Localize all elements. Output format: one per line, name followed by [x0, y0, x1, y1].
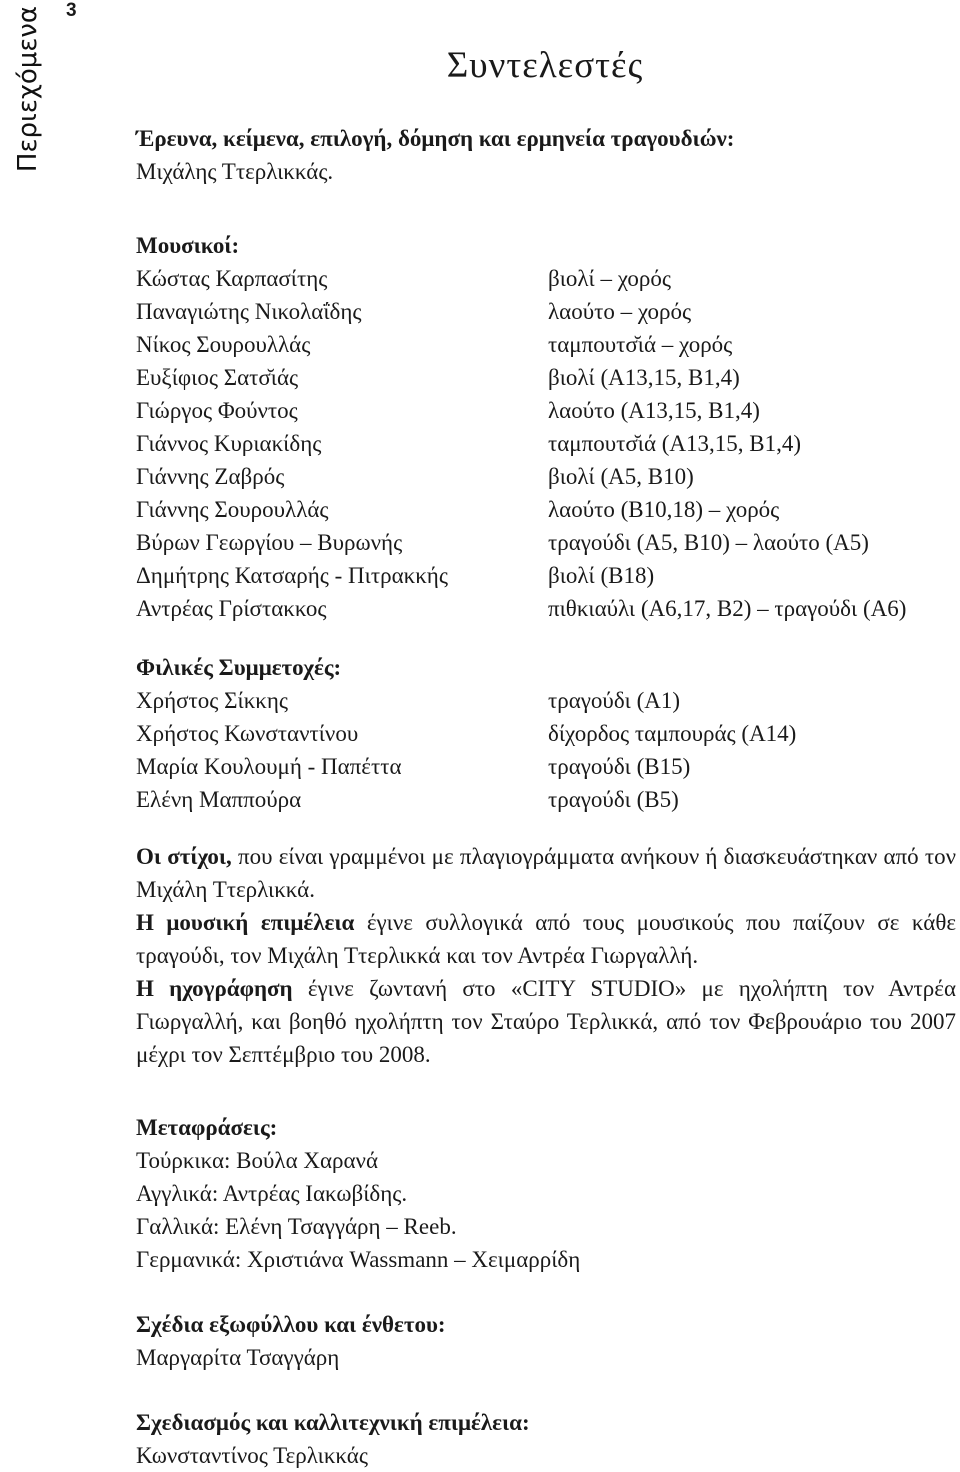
- guest-role: τραγούδι (Α1): [548, 688, 681, 713]
- design-heading: Σχεδιασμός και καλλιτεχνική επιμέλεια:: [136, 1410, 530, 1435]
- musician-role: βιολί – χορός: [548, 266, 672, 291]
- translation-line: Γερμανικά: Χριστιάνα Wassmann – Χειμαρρίδη: [136, 1247, 581, 1272]
- musician-role: βιολί (Β18): [548, 563, 655, 588]
- musician-role: λαούτο – χορός: [548, 299, 692, 324]
- translations-heading: Μεταφράσεις:: [136, 1115, 278, 1140]
- cover-heading: Σχέδια εξωφύλλου και ένθετου:: [136, 1312, 446, 1337]
- musician-row: [136, 361, 956, 394]
- guest-name: Χρήστος Κωνσταντίνου: [136, 721, 359, 746]
- guest-role: τραγούδι (Β5): [548, 787, 679, 812]
- musician-role: τραγούδι (Α5, Β10) – λαούτο (Α5): [548, 530, 869, 555]
- recording-note: [136, 972, 956, 1071]
- musician-name: Γιάννης Ζαβρός: [136, 464, 285, 489]
- musician-row: [136, 394, 956, 427]
- page-number: 3: [66, 0, 77, 21]
- musician-name: Γιώργος Φούντος: [136, 398, 298, 423]
- musician-row: [136, 526, 956, 559]
- musician-name: Δημήτρης Κατσαρής - Πιτρακκής: [136, 563, 448, 588]
- guest-row: [136, 717, 956, 750]
- music-note: [136, 906, 956, 972]
- musician-row: [136, 295, 956, 328]
- guest-name: Χρήστος Σίκκης: [136, 688, 289, 713]
- guest-row: [136, 684, 956, 717]
- recording-note-text: έγινε ζωντανή στο «CITY STUDIO» με ηχολήπτη τον Αντρέα Γιωργαλλή, και βοηθό ηχολήπτη τον Σταύρο Τερλικκά, από τον Φεβρουάριο του 2007 μέχρι τον Σεπτέμβριο του 2008.: [136, 976, 956, 1067]
- lyrics-note-text: που είναι γραμμένοι με πλαγιογράμματα ανήκουν ή διασκευάστηκαν από τον Μιχάλη Ττερλικκά.: [136, 844, 956, 902]
- guest-role: τραγούδι (Β15): [548, 754, 691, 779]
- musician-row: [136, 328, 956, 361]
- music-note-label: Η μουσική επιμέλεια: [136, 910, 355, 935]
- musician-row: [136, 559, 956, 592]
- design-person: Κωνσταντίνος Τερλικκάς: [136, 1443, 368, 1468]
- guest-row: [136, 783, 956, 816]
- musician-row: [136, 427, 956, 460]
- guests-heading: Φιλικές Συμμετοχές:: [136, 655, 342, 680]
- musician-role: λαούτο (Α13,15, Β1,4): [548, 398, 760, 423]
- musician-row: [136, 460, 956, 493]
- musician-role: λαούτο (Β10,18) – χορός: [548, 497, 780, 522]
- research-heading: Έρευνα, κείμενα, επιλογή, δόμηση και ερμηνεία τραγουδιών:: [136, 126, 735, 151]
- musician-role: βιολί (Α13,15, Β1,4): [548, 365, 740, 390]
- recording-note-label: Η ηχογράφηση: [136, 976, 293, 1001]
- musician-role: ταμπουτσ̆ιά (Α13,15, Β1,4): [548, 431, 802, 456]
- research-section: [136, 122, 956, 188]
- cover-section: [136, 1308, 956, 1374]
- musician-name: Κώστας Καρπασίτης: [136, 266, 328, 291]
- guest-row: [136, 750, 956, 783]
- musician-row: [136, 262, 956, 295]
- musician-name: Γιάννης Σουρουλλάς: [136, 497, 329, 522]
- musician-row: [136, 493, 956, 526]
- credits-content: [136, 120, 956, 1472]
- musician-name: Αντρέας Γρίστακκος: [136, 596, 327, 621]
- musician-name: Ευξίφιος Σατσ̆ιάς: [136, 365, 299, 390]
- design-section: [136, 1406, 956, 1472]
- contents-link-label[interactable]: Περιεχόμενα: [13, 5, 43, 173]
- guest-name: Μαρία Κουλουμή - Παπέττα: [136, 754, 402, 779]
- musician-row: [136, 592, 956, 625]
- music-note-text: έγινε συλλογικά από τους μουσικούς που παίζουν σε κάθε τραγούδι, τον Μιχάλη Ττερλικκά και τον Αντρέα Γιωργαλλή.: [136, 910, 956, 968]
- musician-name: Παναγιώτης Νικολαΐδης: [136, 299, 362, 324]
- translation-line: Αγγλικά: Αντρέας Ιακωβίδης.: [136, 1181, 408, 1206]
- musicians-section: [136, 229, 956, 625]
- musician-name: Βύρων Γεωργίου – Βυρωνής: [136, 530, 403, 555]
- musician-role: πιθκιαύλι (Α6,17, Β2) – τραγούδι (Α6): [548, 596, 907, 621]
- translation-line: Γαλλικά: Ελένη Τσαγγάρη – Reeb.: [136, 1214, 457, 1239]
- translations-section: [136, 1111, 956, 1276]
- guest-role: δίχορδος ταμπουράς (Α14): [548, 721, 797, 746]
- notes-section: [136, 840, 956, 1071]
- page-title: Συντελεστές: [446, 45, 644, 86]
- musicians-heading: Μουσικοί:: [136, 233, 240, 258]
- musician-role: ταμπουτσ̆ιά – χορός: [548, 332, 733, 357]
- research-person: Μιχάλης Ττερλικκάς.: [136, 159, 334, 184]
- lyrics-note-label: Οι στίχοι,: [136, 844, 232, 869]
- translation-line: Τούρκικα: Βούλα Χαρανά: [136, 1148, 379, 1173]
- sidebar-tab: [0, 0, 56, 200]
- guests-section: [136, 651, 956, 816]
- cover-person: Μαργαρίτα Τσαγγάρη: [136, 1345, 340, 1370]
- musician-name: Γιάννος Κυριακίδης: [136, 431, 322, 456]
- lyrics-note: [136, 840, 956, 906]
- contents-link[interactable]: [4, 4, 52, 174]
- musician-name: Νίκος Σουρουλλάς: [136, 332, 311, 357]
- musician-role: βιολί (Α5, Β10): [548, 464, 694, 489]
- guest-name: Ελένη Μαππούρα: [136, 787, 302, 812]
